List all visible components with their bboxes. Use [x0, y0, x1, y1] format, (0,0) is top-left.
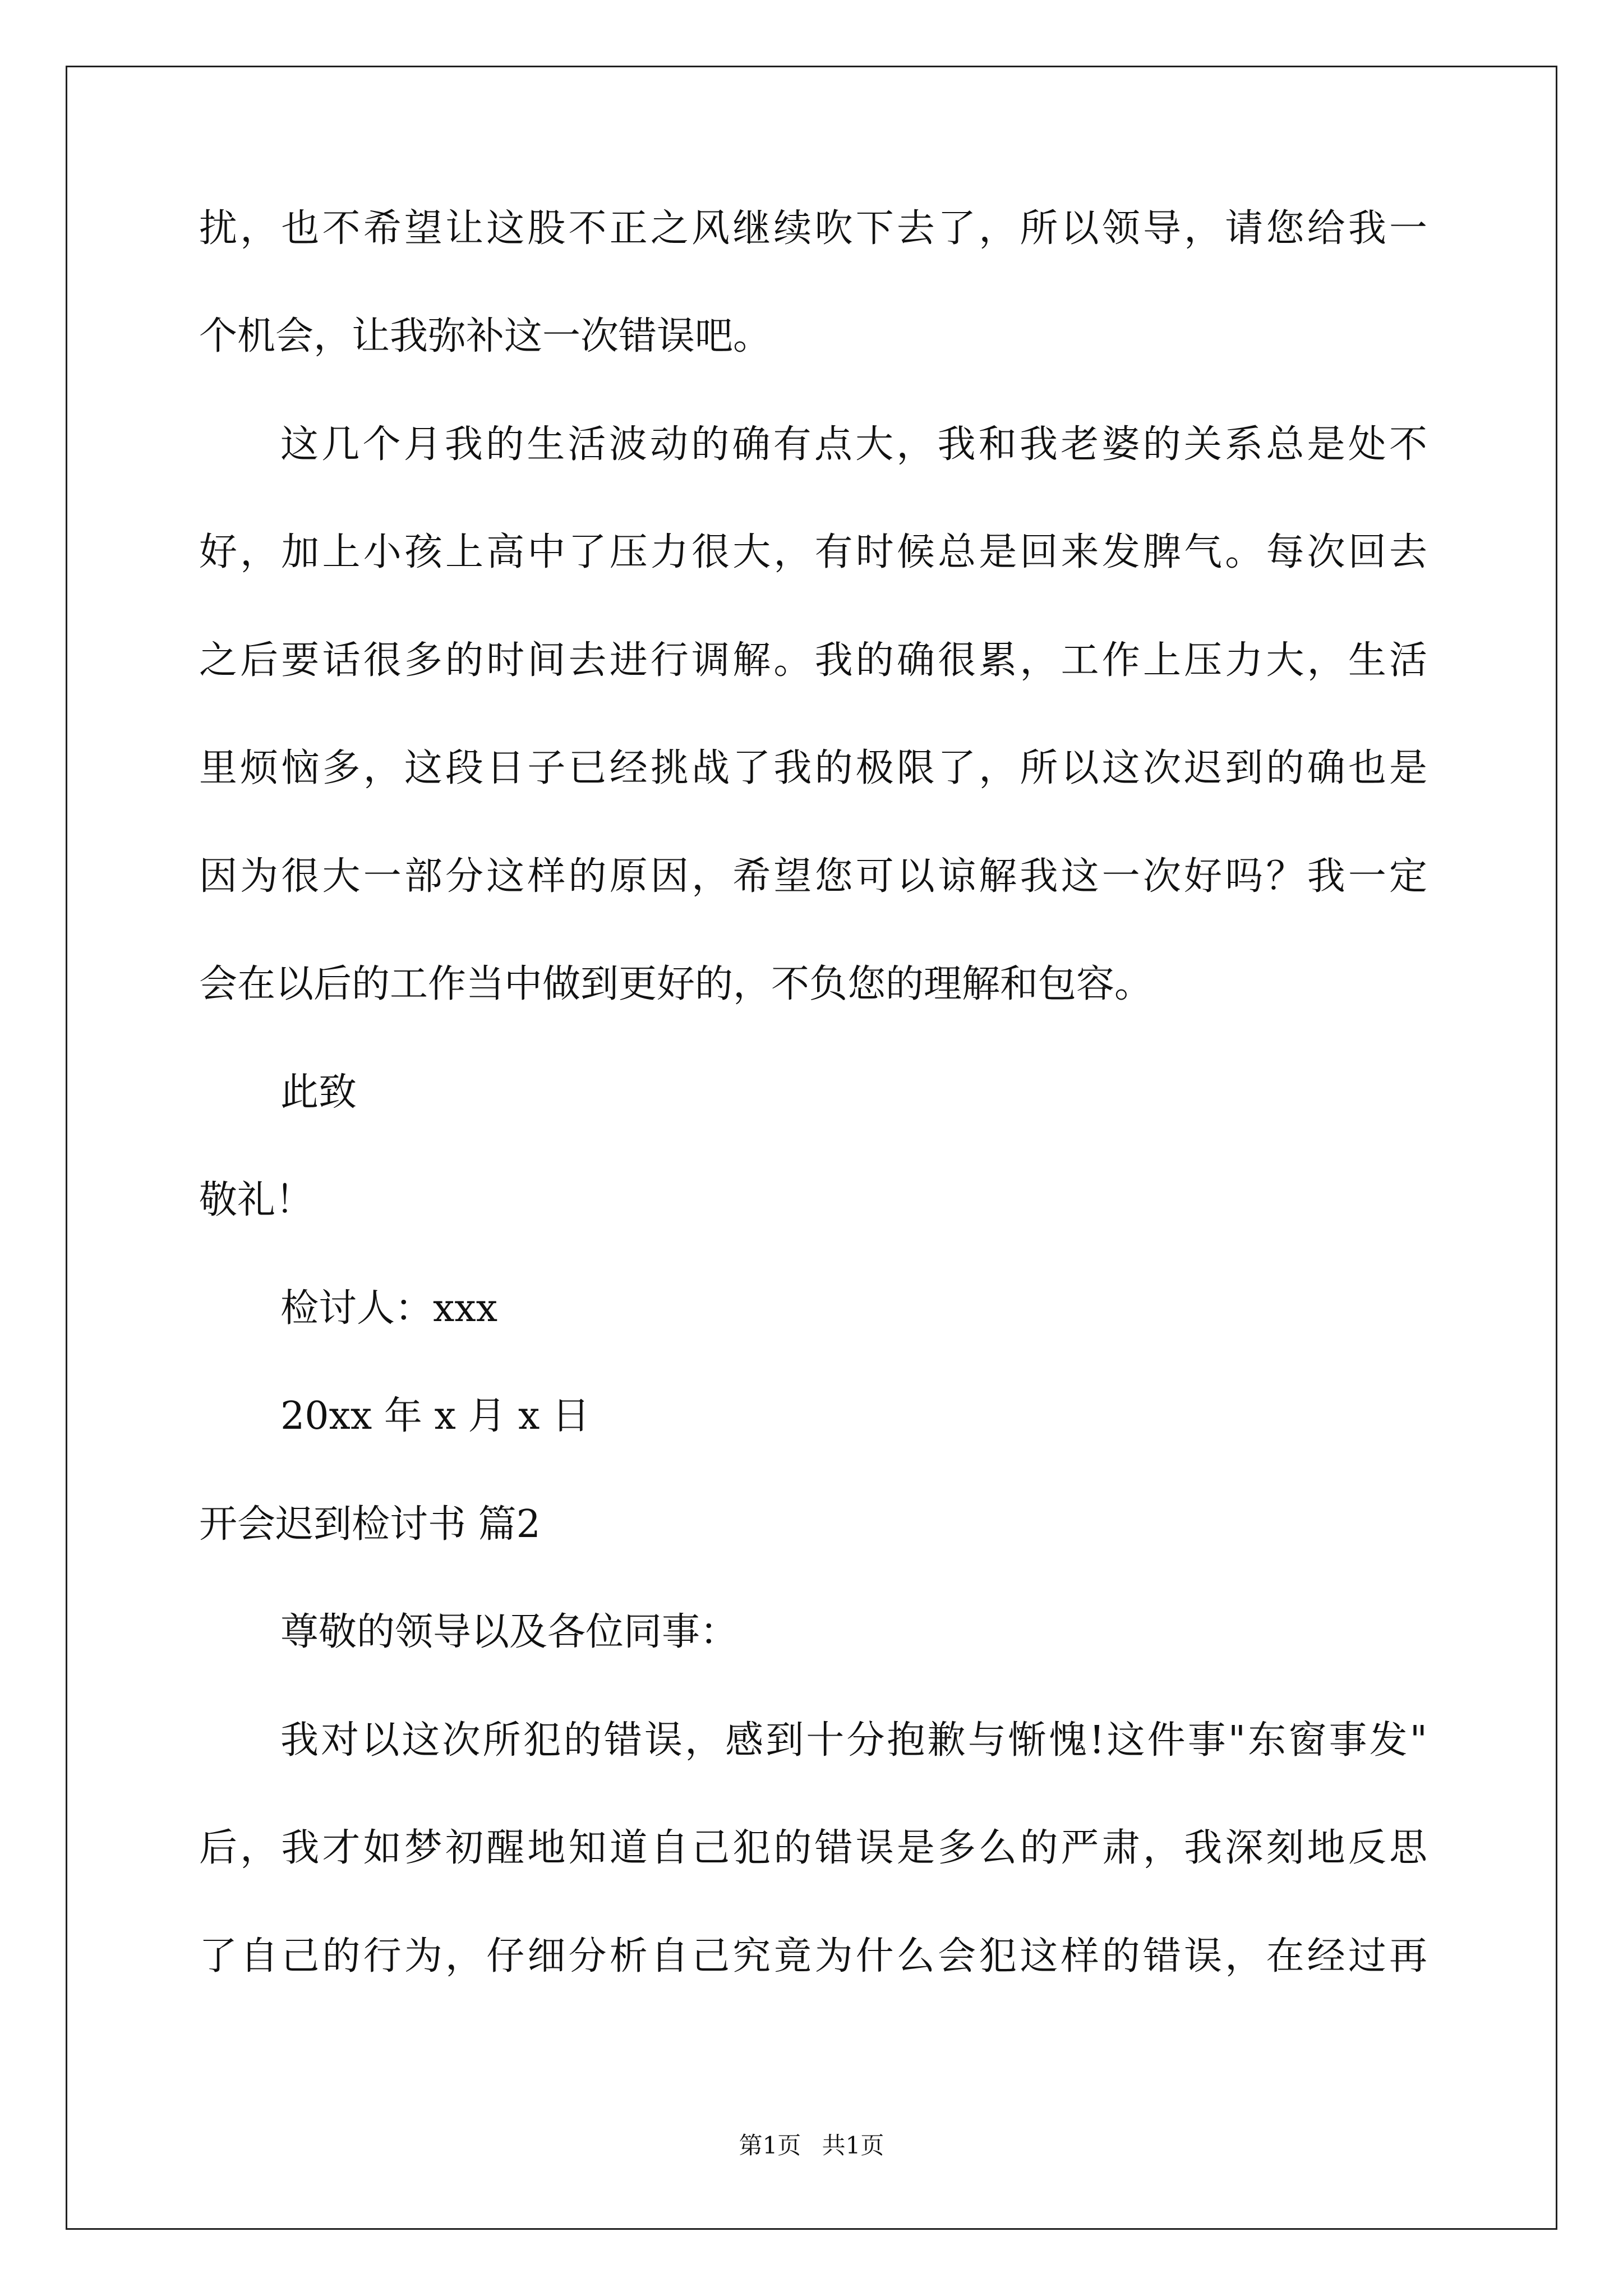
closing-regards: 敬礼！: [199, 1178, 314, 1222]
text-line: 个机会，让我弥补这一次错误吧。: [199, 314, 772, 358]
text-line: 之后要话很多的时间去进行调解。我的确很累，工作上压力大，生活: [199, 638, 1427, 683]
page-border: [66, 66, 1557, 2230]
page-footer: [0, 2129, 1623, 2162]
text-line: 扰，也不希望让这股不正之风继续吹下去了，所以领导，请您给我一: [199, 206, 1427, 251]
closing-salutation: 此致: [280, 1070, 357, 1115]
text-line: 我对以这次所犯的错误，感到十分抱歉与惭愧!这件事"东窗事发": [280, 1718, 1427, 1763]
greeting: 尊敬的领导以及各位同事：: [280, 1610, 739, 1654]
text-line: 这几个月我的生活波动的确有点大，我和我老婆的关系总是处不: [280, 422, 1427, 467]
page-number-total: 共1页: [822, 2132, 884, 2159]
text-line: 因为很大一部分这样的原因，希望您可以谅解我这一次好吗？我一定: [199, 854, 1427, 899]
text-line: 会在以后的工作当中做到更好的，不负您的理解和包容。: [199, 962, 1153, 1006]
text-line: 了自己的行为，仔细分析自己究竟为什么会犯这样的错误，在经过再: [199, 1934, 1427, 1978]
text-line: 里烦恼多，这段日子已经挑战了我的极限了，所以这次迟到的确也是: [199, 746, 1427, 790]
signature-name: 检讨人：xxx: [280, 1286, 498, 1331]
text-line: 后，我才如梦初醒地知道自己犯的错误是多么的严肃，我深刻地反思: [199, 1826, 1427, 1870]
text-line: 好，加上小孩上高中了压力很大，有时候总是回来发脾气。每次回去: [199, 530, 1427, 574]
signature-date: 20xx 年 x 月 x 日: [280, 1394, 591, 1438]
section-heading: 开会迟到检讨书 篇2: [199, 1502, 541, 1547]
page-number-current: 第1页: [739, 2132, 801, 2159]
